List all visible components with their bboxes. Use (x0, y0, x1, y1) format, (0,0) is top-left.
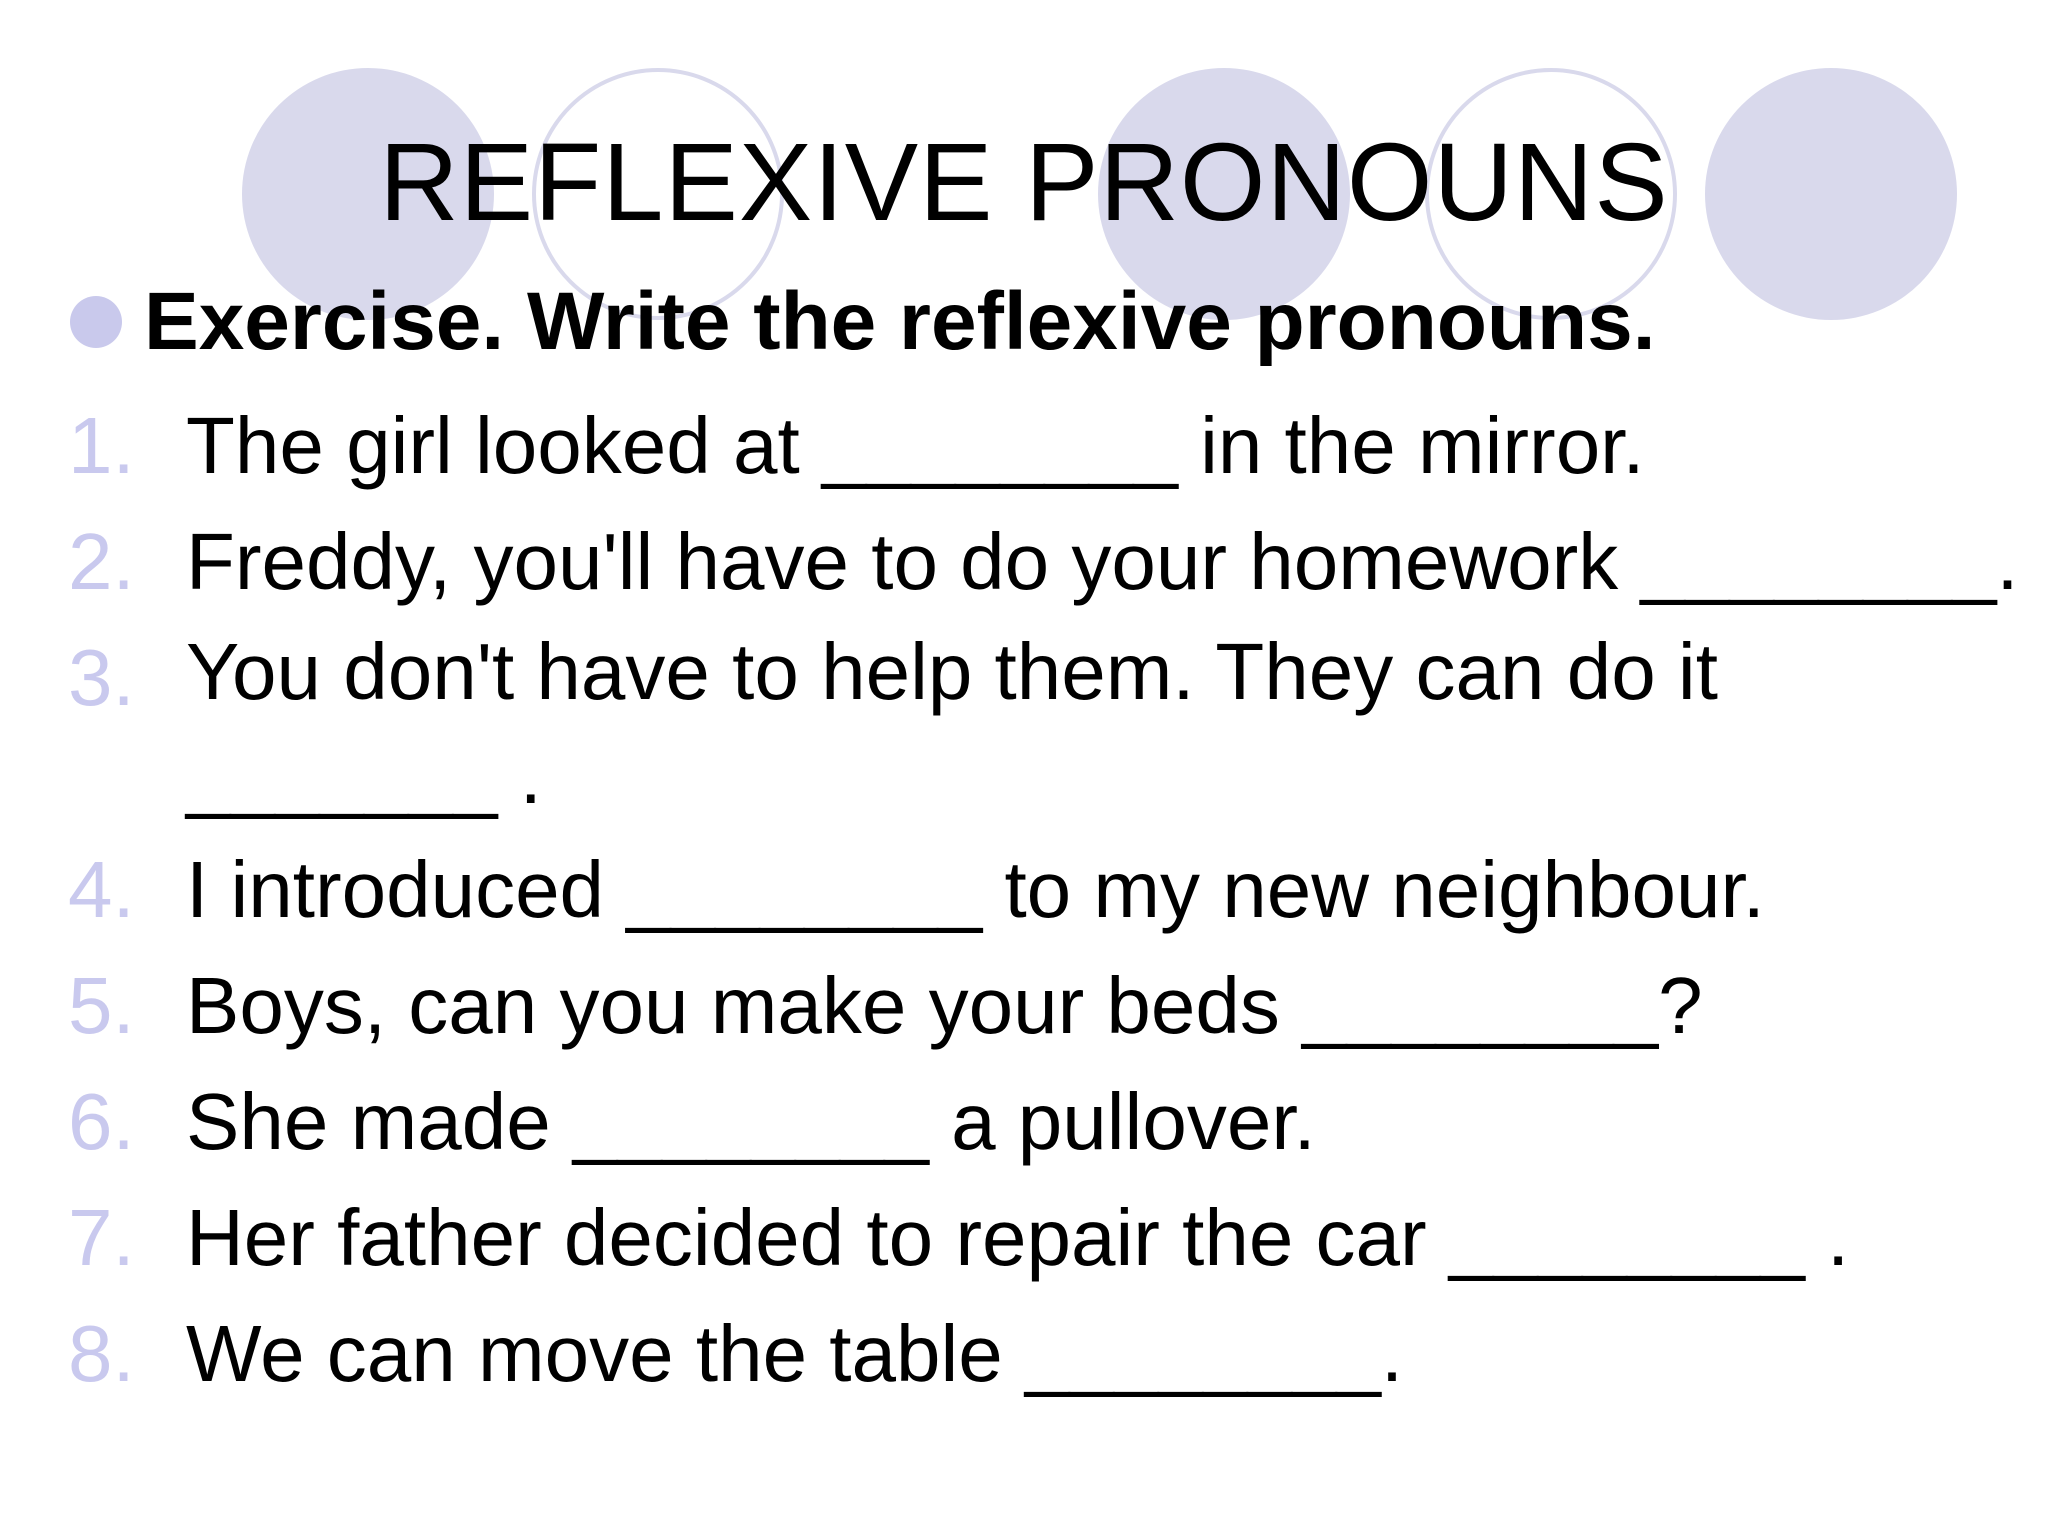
item-number: 1. (68, 401, 135, 490)
item-number: 2. (68, 517, 135, 606)
exercise-item (0, 1064, 2048, 1180)
item-number: 3. (68, 633, 135, 722)
item-text: Her father decided to repair the car ________ . (186, 1193, 1850, 1282)
item-text: I introduced ________ to my new neighbour. (186, 845, 1765, 934)
item-text: You don't have to help them. They can do it _______ . (186, 627, 1718, 820)
exercise-item (0, 388, 2048, 504)
item-number: 6. (68, 1077, 135, 1166)
bullet-dot-icon (70, 296, 122, 348)
item-number: 5. (68, 961, 135, 1050)
item-number: 4. (68, 845, 135, 934)
exercise-item (0, 504, 2048, 620)
exercise-bullet (70, 272, 1655, 372)
item-number: 7. (68, 1193, 135, 1282)
item-text: She made ________ a pullover. (186, 1077, 1316, 1166)
exercise-item (0, 620, 2048, 832)
item-text: Freddy, you'll have to do your homework ________. (186, 517, 2019, 606)
exercise-item (0, 832, 2048, 948)
exercise-item (0, 948, 2048, 1064)
item-text: We can move the table ________. (186, 1309, 1404, 1398)
exercise-item (0, 1180, 2048, 1296)
item-number: 8. (68, 1309, 135, 1398)
exercise-item (0, 1296, 2048, 1412)
exercise-list (0, 388, 2048, 1412)
item-text: Boys, can you make your beds ________? (186, 961, 1703, 1050)
exercise-instruction: Exercise. Write the reflexive pronouns. (144, 276, 1656, 367)
item-text: The girl looked at ________ in the mirror. (186, 401, 1645, 490)
slide-title: REFLEXIVE PRONOUNS (379, 121, 1669, 244)
